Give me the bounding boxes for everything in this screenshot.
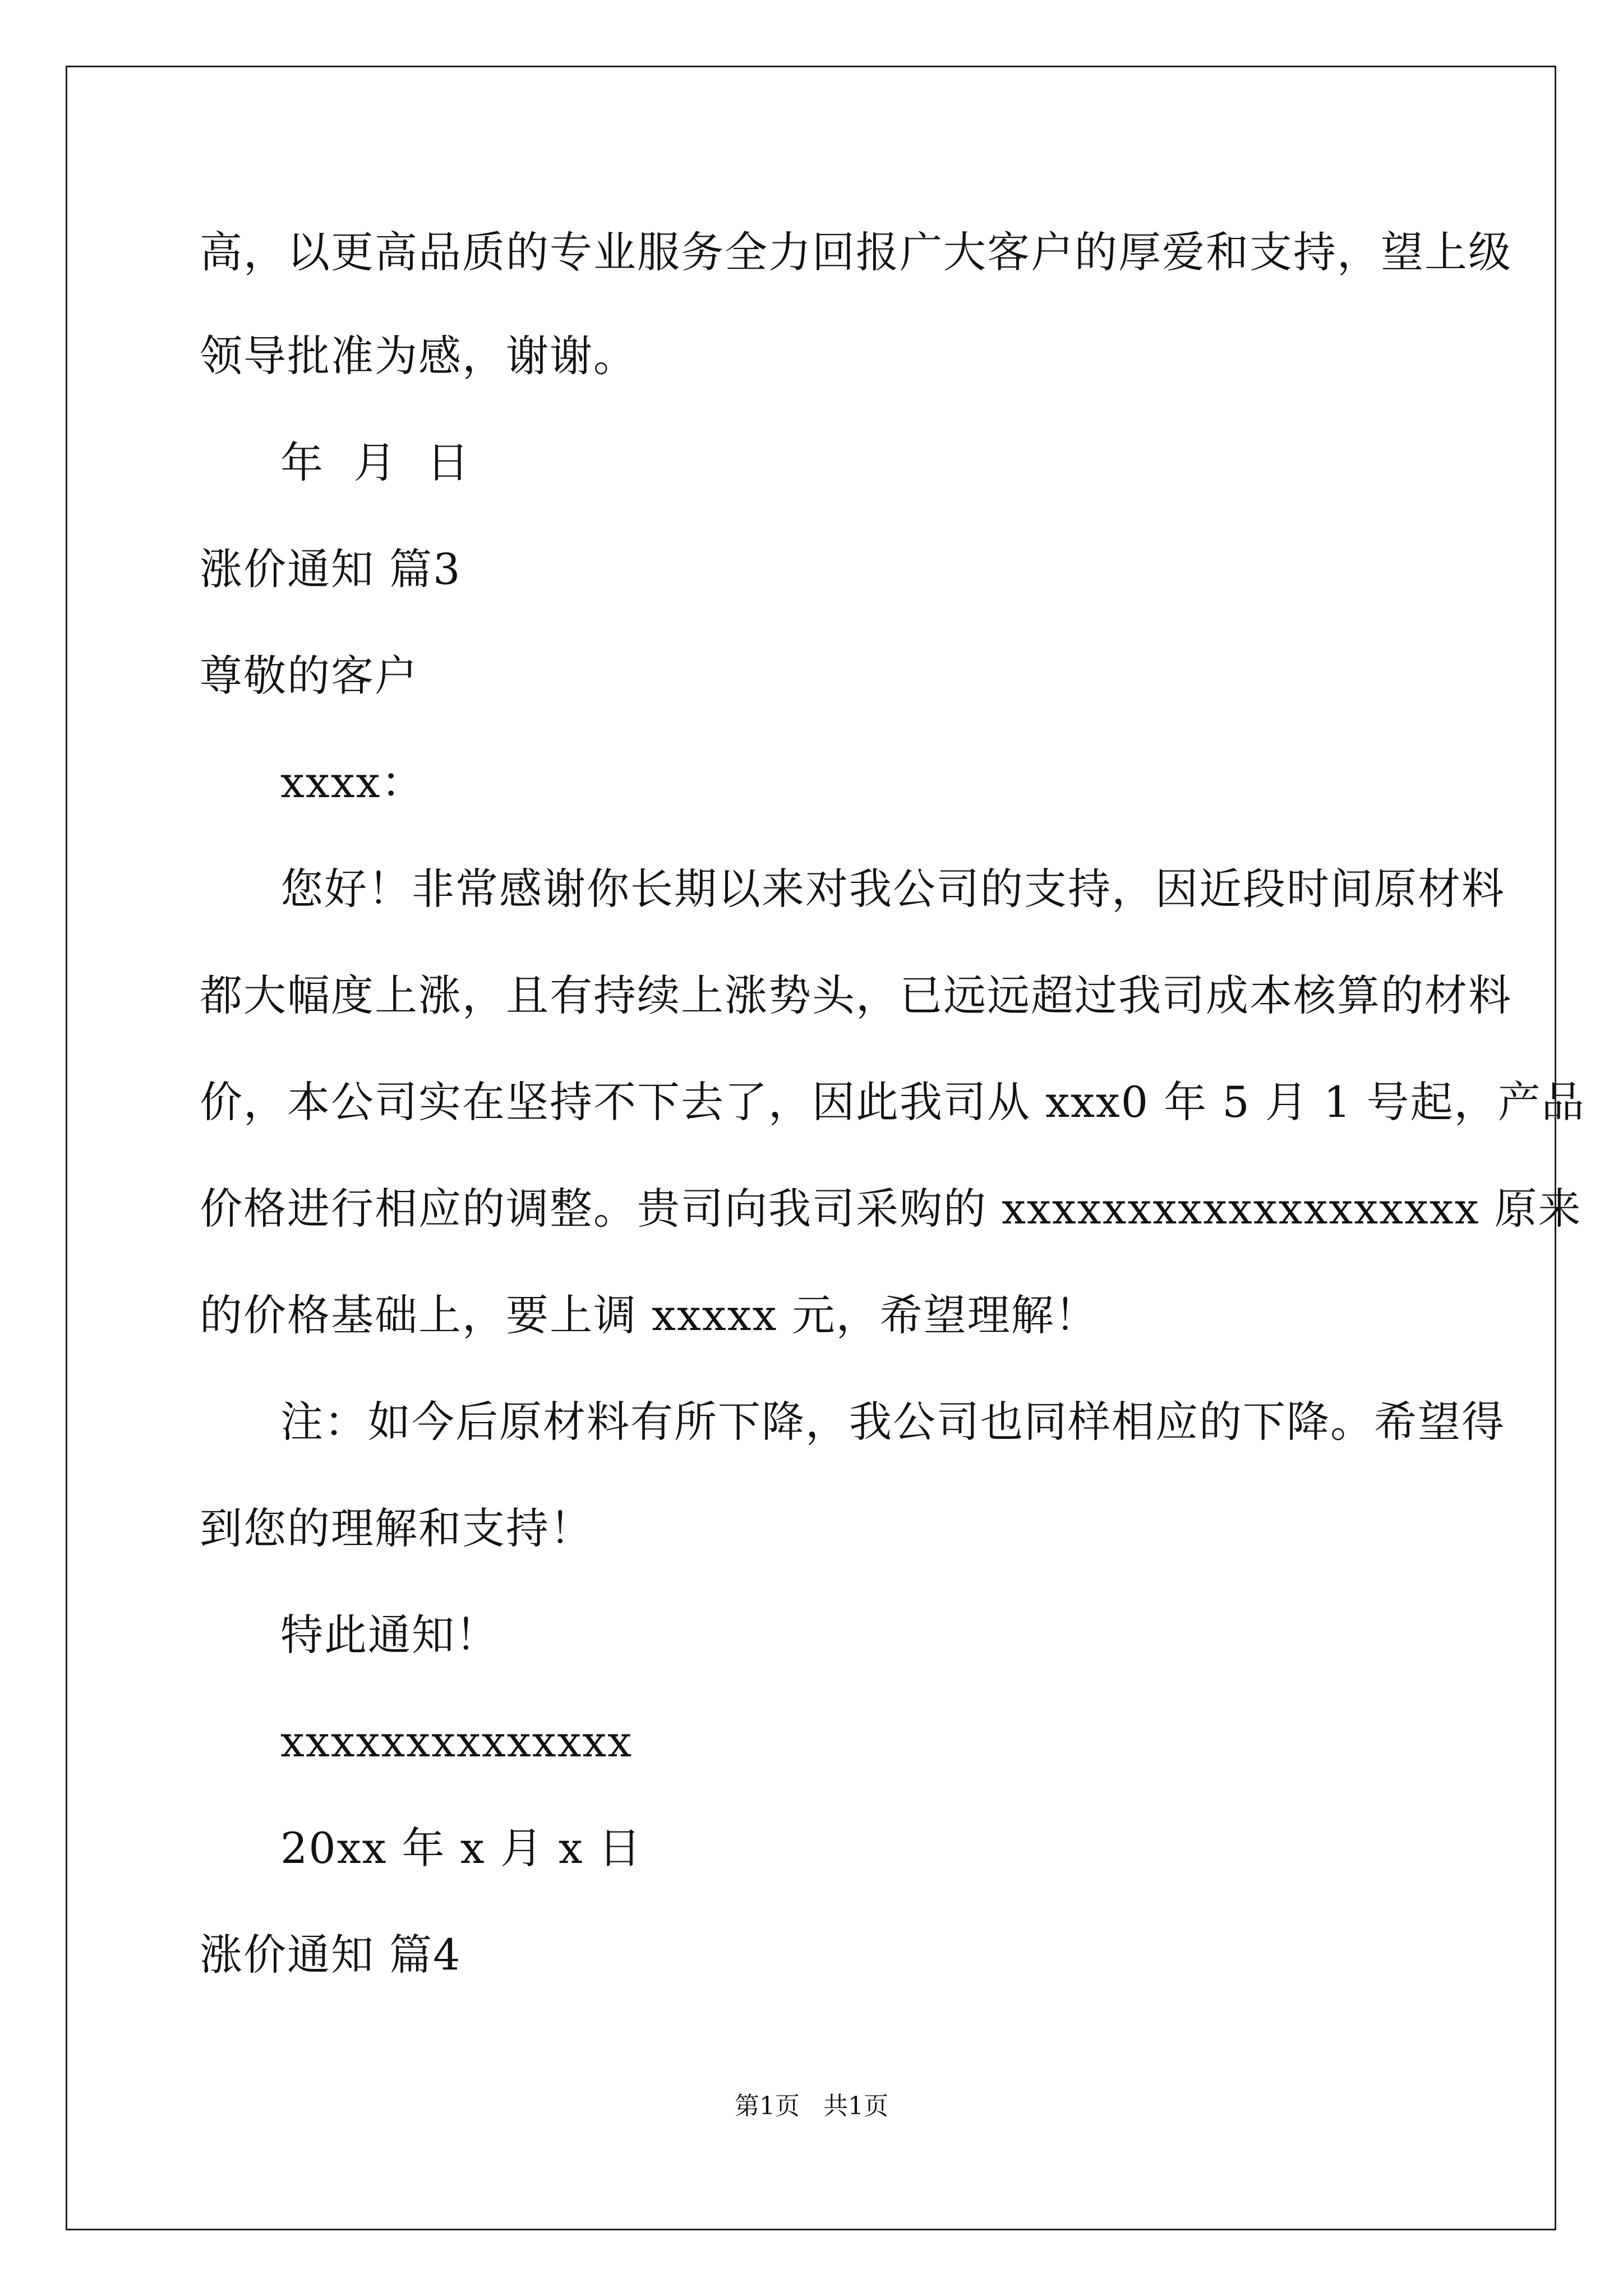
- paragraph-line-5: 的价格基础上，要上调 xxxxx 元，希望理解！: [200, 1290, 1099, 1340]
- note-line-1: 注：如今后原材料有所下降，我公司也同样相应的下降。希望得: [280, 1397, 1505, 1447]
- paragraph-line-2: 都大幅度上涨，且有持续上涨势头，已远远超过我司成本核算的材料: [200, 970, 1512, 1020]
- note-line-2: 到您的理解和支持！: [200, 1503, 593, 1553]
- page-border: [66, 66, 1585, 2230]
- signature-date: 20xx 年 x 月 x 日: [280, 1823, 642, 1873]
- closing-notice: 特此通知！: [280, 1610, 499, 1660]
- body-line-2: 领导批准为感，谢谢。: [200, 331, 637, 381]
- page-footer: 第1页 共1页: [735, 2092, 888, 2120]
- date-placeholder: 年 月 日: [280, 438, 471, 487]
- section-heading-3: 涨价通知 篇3: [200, 544, 462, 594]
- salutation: 尊敬的客户: [200, 651, 418, 701]
- paragraph-line-4: 价格进行相应的调整。贵司向我司采购的 xxxxxxxxxxxxxxxxxxx 原来: [200, 1184, 1582, 1234]
- paragraph-line-1: 您好！非常感谢你长期以来对我公司的支持，因近段时间原材料: [280, 864, 1505, 914]
- section-heading-4: 涨价通知 篇4: [200, 1930, 462, 1980]
- recipient-name: xxxx：: [280, 757, 425, 807]
- body-line-1: 高，以更高品质的专业服务全力回报广大客户的厚爱和支持，望上级: [200, 227, 1512, 277]
- signature-company: xxxxxxxxxxxxxx: [280, 1717, 633, 1766]
- paragraph-line-3: 价，本公司实在坚持不下去了，因此我司从 xxx0 年 5 月 1 号起，产品: [200, 1077, 1585, 1127]
